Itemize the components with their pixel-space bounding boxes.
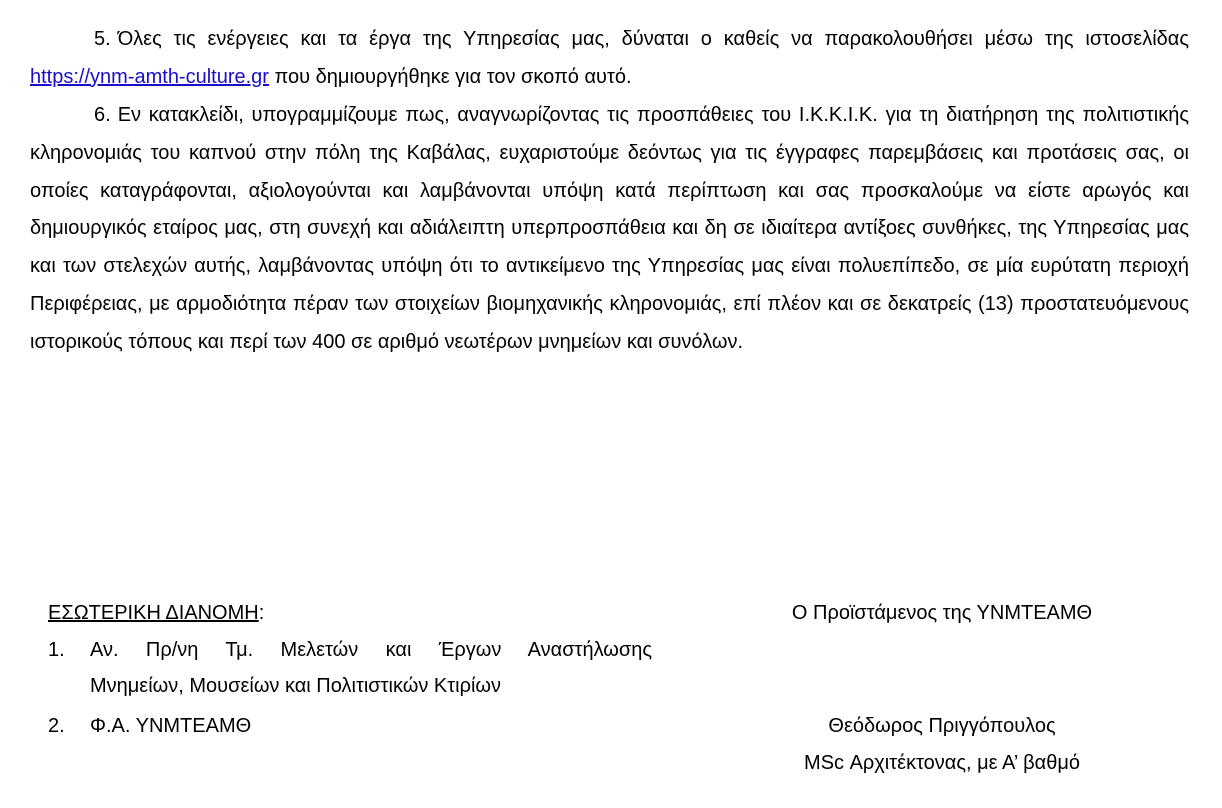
signatory-title: Ο Προϊστάμενος της ΥΝΜΤΕΑΜΘ [791, 602, 1093, 624]
paragraph-6 [30, 97, 1189, 362]
signatory-role: MSc Αρχιτέκτονας, με Α’ βαθμό [804, 752, 1080, 774]
paragraph-text-end: που δημιουργήθηκε για τον σκοπό αυτό. [268, 65, 632, 88]
item-line: Μνημείων, Μουσείων και Πολιτιστικών Κτιρίων [90, 675, 502, 697]
distribution-heading: ΕΣΩΤΕΡΙΚΗ ΔΙΑΝΟΜΗ [48, 602, 259, 624]
paragraph-5 [30, 21, 1189, 97]
distribution-item [48, 708, 652, 744]
paragraph-text: Εν κατακλείδι, υπογραμμίζουμε πως, αναγνωρίζοντας τις προσπάθειες του Ι.Κ.Κ.Ι.Κ. για τη διατήρηση της πολιτιστικής κληρονομιάς του καπνού στην πόλη της Καβάλας, ευχαριστούμε δεόντως για τις έγγραφες παρεμβάσεις και προτάσεις σας, οι οποίες καταγράφονται, αξιολογούνται και λαμβάνονται υπόψη κατά περίπτωση και σας προσκαλούμε να είστε αρωγός και δημιουργικός εταίρος μας, στη συνεχή και αδιάλειπτη υπερπροσπάθεια και δη σε ιδιαίτερα αντίξοες συνθήκες, της Υπηρεσίας μας και των στελεχών αυτής, λαμβάνοντας υπόψη ότι το αντικείμενο της Υπηρεσίας μας είναι πολυεπίπεδο, σε μία ευρύτατη περιοχή Περιφέρειας, με αρμοδιότητα πέραν των στοιχείων βιομηχανικής κληρονομιάς, επί πλέον και σε δεκατρείς (13) προστατευόμενους ιστορικούς τόπους και περί των 400 σε αριθμό νεωτέρων μνημείων και συνόλων. [30, 104, 1189, 353]
paragraph-number: 5. [94, 28, 111, 50]
item-text [90, 632, 652, 704]
item-number: 2. [48, 715, 65, 737]
distribution-item [48, 632, 652, 704]
signatory-name: Θεόδωρος Πριγγόπουλος [828, 715, 1056, 737]
paragraph-text: Όλες τις ενέργειες και τα έργα της Υπηρεσίας μας, δύναται ο καθείς να παρακολουθήσει μέσω της ιστοσελίδας [117, 28, 1189, 50]
distribution-colon: : [258, 602, 265, 624]
paragraph-number: 6. [94, 104, 111, 126]
item-text: Φ.Α. ΥΝΜΤΕΑΜΘ [90, 715, 252, 737]
distribution-title [48, 598, 264, 628]
item-line: Αν. Πρ/νη Τμ. Μελετών και Έργων Αναστήλωσης [90, 639, 652, 661]
item-number: 1. [48, 639, 65, 661]
website-link[interactable]: https://ynm-amth-culture.gr [30, 65, 269, 88]
